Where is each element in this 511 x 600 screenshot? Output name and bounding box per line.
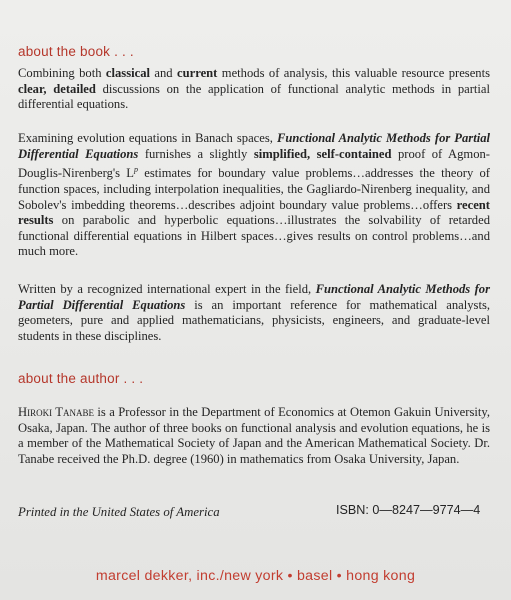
- about-author-heading: about the author . . .: [18, 371, 144, 386]
- text-run: recent results: [18, 197, 490, 228]
- text-run: simplified, self-contained: [253, 146, 392, 161]
- text-run: estimates for boundary value problems…addresses the theory of function spaces, including interpolation inequalities, the Gagliardo-Nirenberg inequality, and Sobolev's imbedding theorems…describes adjoint boundary value problems…offers: [18, 166, 490, 212]
- text-run: p: [134, 165, 138, 175]
- about-book-paragraph-3: [18, 282, 490, 344]
- text-run: classical: [105, 66, 150, 80]
- text-run: methods of analysis, this valuable resource presents: [217, 66, 490, 80]
- text-run: and: [150, 66, 178, 80]
- printed-in-label: Printed in the United States of America: [18, 505, 220, 519]
- text-run: Written by a recognized international expert in the field,: [18, 282, 316, 296]
- text-run: Examining evolution equations in Banach spaces,: [18, 131, 277, 145]
- about-book-paragraph-1: [18, 66, 490, 113]
- text-run: clear, detailed: [18, 81, 96, 96]
- text-run: furnishes a slightly: [138, 146, 254, 161]
- text-run: discussions on the application of functional analytic methods in partial differential equations.: [18, 81, 490, 112]
- about-book-paragraph-2: [18, 131, 490, 260]
- text-run: Functional Analytic Methods for Partial Differential Equations: [18, 282, 490, 312]
- isbn-label: ISBN: 0—8247—9774—4: [336, 503, 481, 517]
- text-run: on parabolic and hyperbolic equations…illustrates the solvability of retarded functional differential equations in Hilbert spaces…gives results on control problems…and much more.: [18, 213, 490, 259]
- text-run: Combining both: [18, 66, 106, 80]
- about-book-heading: about the book . . .: [18, 44, 134, 59]
- text-run: Functional Analytic Methods for Partial Differential Equations: [18, 131, 490, 161]
- text-run: is a Professor in the Department of Economics at Otemon Gakuin University, Osaka, Japan. The author of three books on functional analysis and evolution equations, he is a member of the Mathematical Society of Japan and the American Mathematical Society. Dr. Tanabe received the Ph.D. degree (1960) in mathematics from Osaka University, Japan.: [18, 405, 490, 466]
- text-run: current: [177, 66, 218, 80]
- publisher-line: marcel dekker, inc./new york • basel • hong kong: [95, 568, 416, 584]
- about-author-paragraph: [18, 405, 490, 467]
- text-run: is an important reference for mathematical analysts, geometers, pure and applied mathematicians, physicists, engineers, and graduate-level students in these disciplines.: [18, 297, 490, 343]
- text-run: proof of Agmon-Douglis-Nirenberg's L: [18, 146, 491, 181]
- text-run: Hiroki Tanabe: [18, 405, 94, 419]
